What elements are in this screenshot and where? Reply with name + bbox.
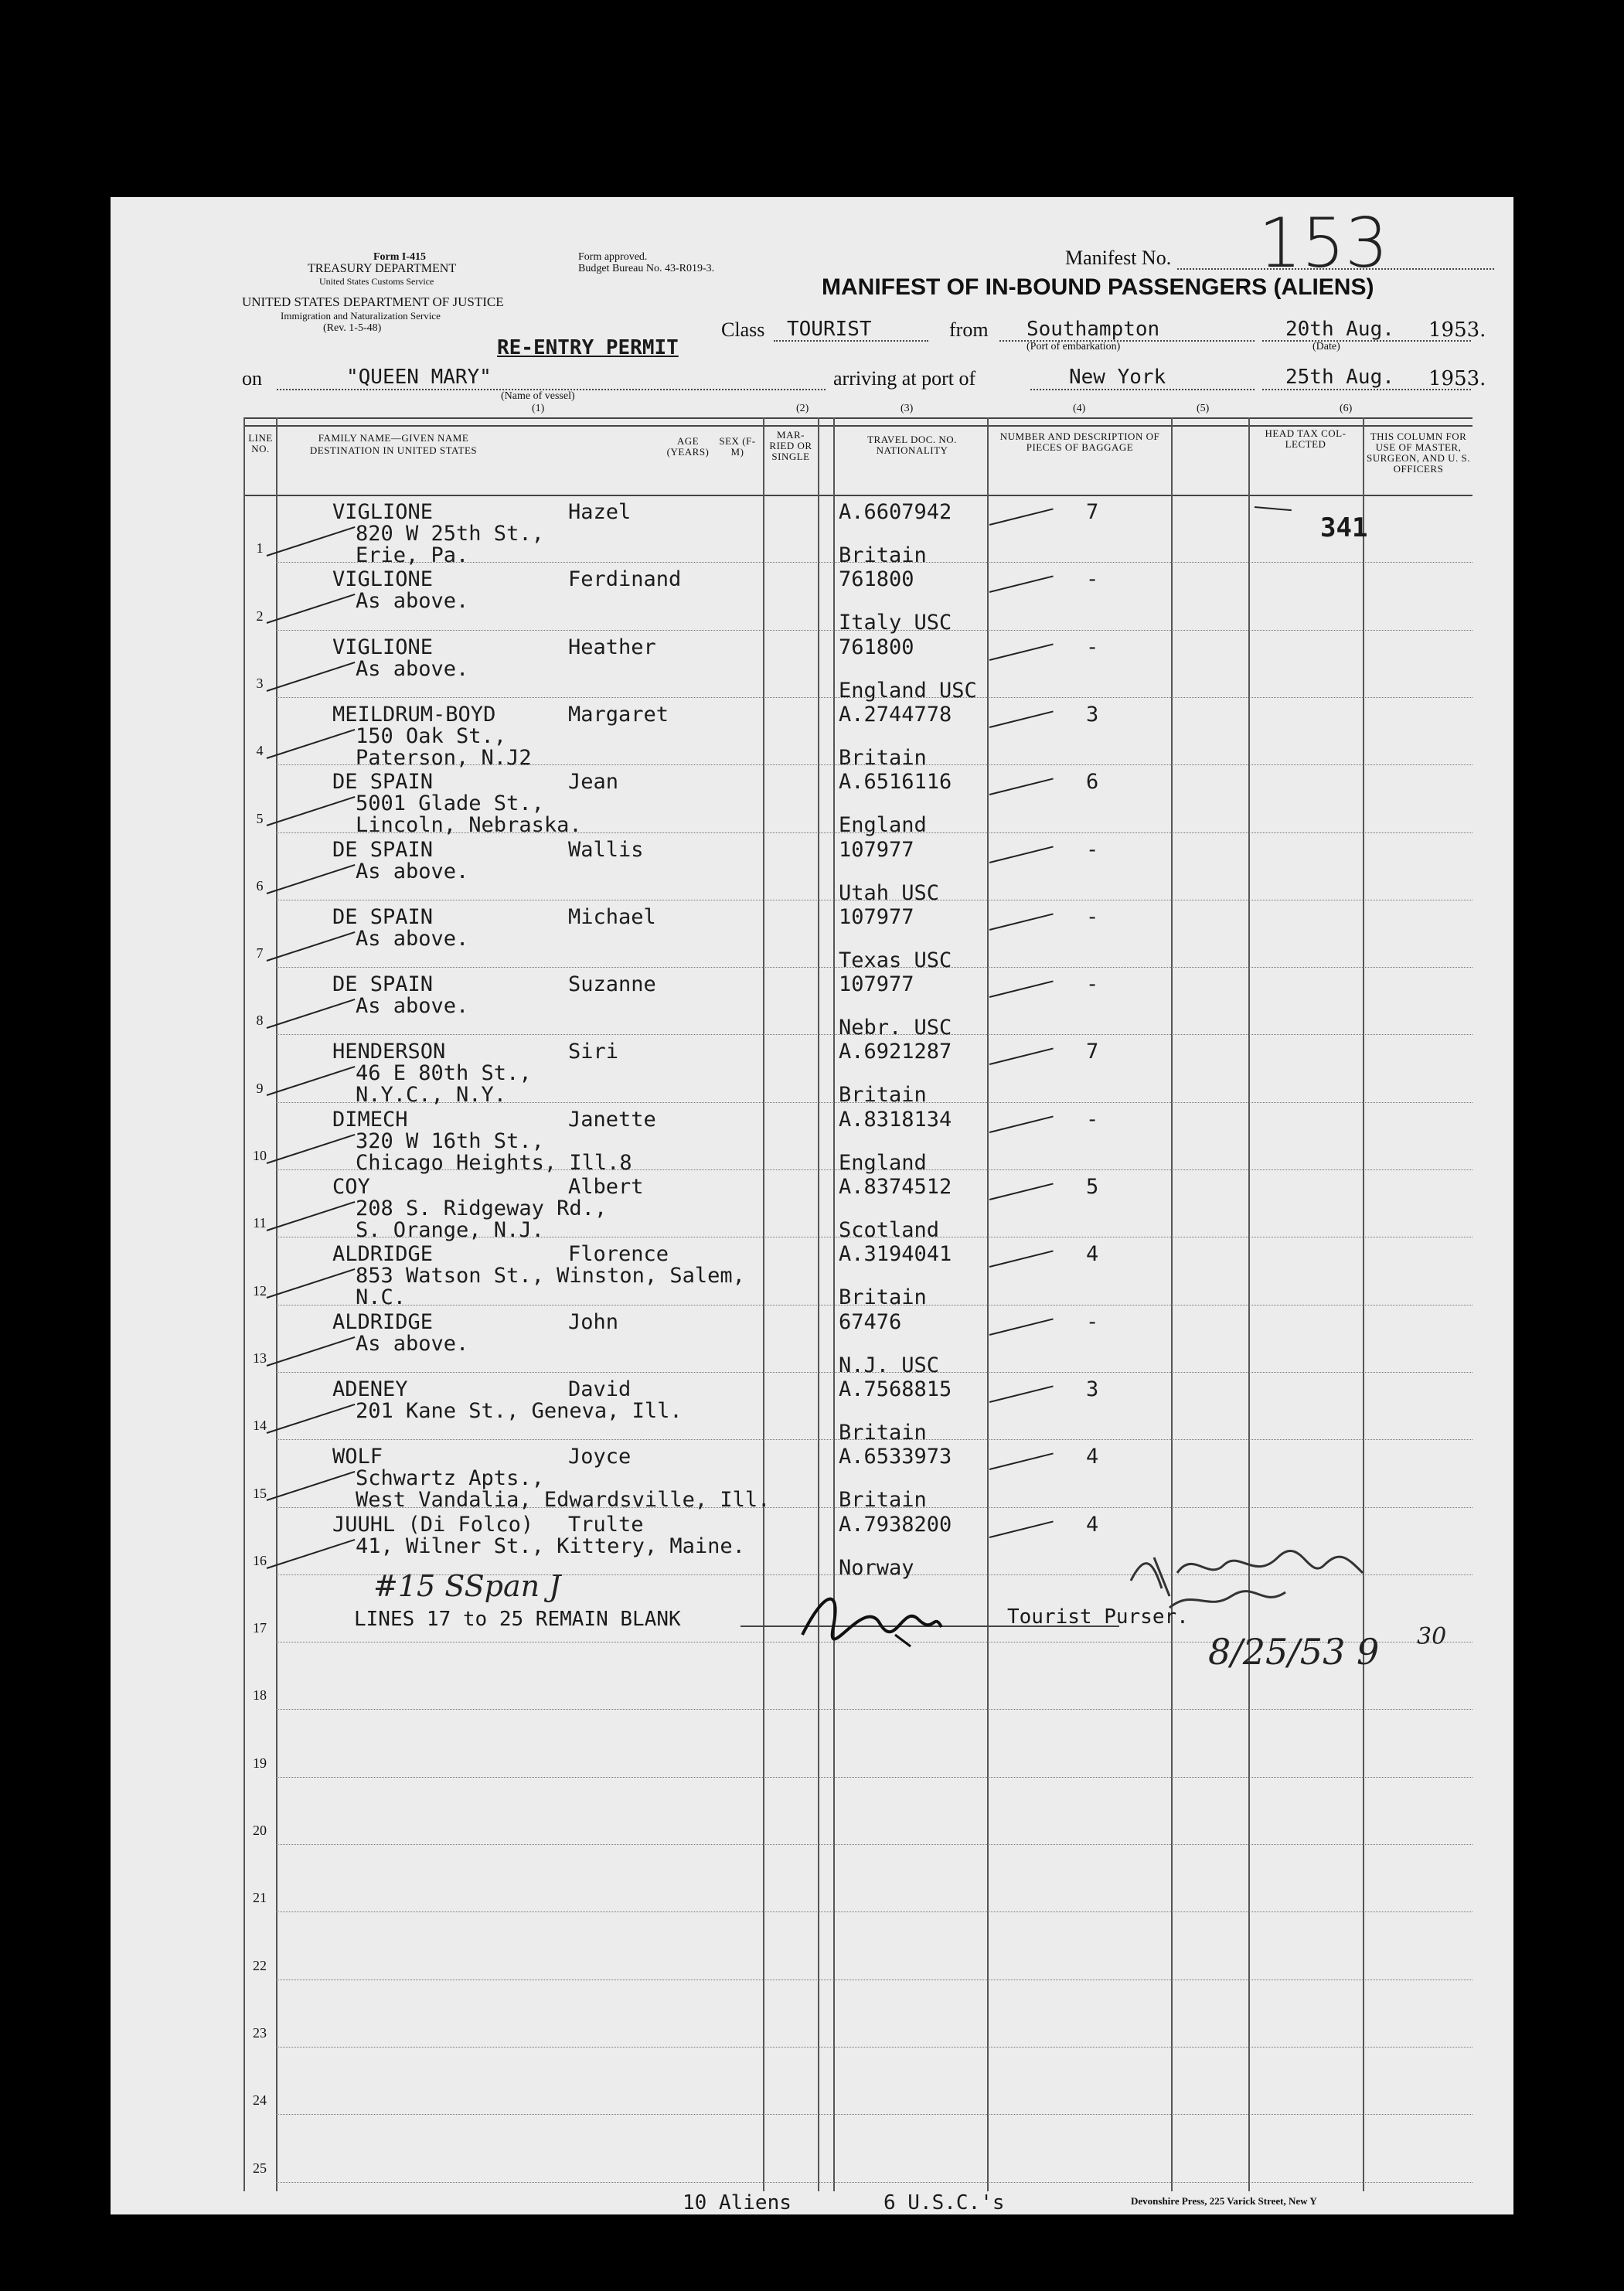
baggage-check-mark — [989, 778, 1054, 796]
baggage-check-mark — [989, 1251, 1054, 1268]
family-name: DE SPAIN — [332, 770, 434, 795]
baggage-count: - — [1086, 904, 1099, 929]
from-label: from — [949, 318, 989, 341]
year-1: 1953. — [1428, 318, 1486, 342]
baggage-count: 5 — [1086, 1175, 1099, 1199]
travel-doc-no: 107977 — [839, 972, 914, 997]
port-caption: (Port of embarkation) — [1026, 341, 1121, 352]
col-number-4: (4) — [1073, 403, 1086, 414]
row-rule — [276, 2047, 1472, 2048]
line-number: 1 — [256, 540, 264, 557]
nationality: Britain — [839, 1420, 927, 1445]
nationality: Scotland — [839, 1218, 940, 1242]
nationality: Nebr. USC — [839, 1016, 952, 1040]
travel-doc-no: 761800 — [839, 567, 914, 592]
destination-line: As above. — [356, 994, 469, 1019]
line-number: 17 — [253, 1620, 267, 1636]
from-value: Southampton — [1026, 318, 1160, 341]
travel-doc-no: 67476 — [839, 1309, 902, 1334]
vessel-name: "QUEEN MARY" — [346, 366, 492, 389]
handwritten-note: #15 SSpan J — [373, 1569, 561, 1603]
given-name: Siri — [568, 1040, 619, 1064]
col-header-baggage: NUMBER AND DESCRIPTION OF PIECES OF BAGGAGE — [999, 431, 1160, 453]
manifest-sheet — [111, 197, 1513, 2214]
inspector-time: 30 — [1417, 1623, 1447, 1650]
re-entry-permit: RE-ENTRY PERMIT — [497, 336, 679, 359]
baggage-count: 4 — [1086, 1242, 1099, 1267]
purser-title: Tourist Purser. — [1007, 1605, 1189, 1629]
line-number: 13 — [253, 1350, 267, 1366]
destination-line: Lincoln, Nebraska. — [356, 813, 582, 838]
baggage-check-mark — [989, 981, 1054, 999]
family-name: COY — [332, 1175, 370, 1199]
baggage-check-mark — [989, 1048, 1054, 1066]
baggage-check-mark — [989, 710, 1054, 728]
nationality: Texas USC — [839, 948, 952, 972]
class-value: TOURIST — [787, 318, 872, 341]
col-number-2: (2) — [796, 403, 809, 414]
table-top-rule — [243, 417, 1472, 419]
remain-blank-note: LINES 17 to 25 REMAIN BLANK — [354, 1608, 681, 1631]
travel-doc-no: 107977 — [839, 904, 914, 929]
row-rule — [276, 2114, 1472, 2115]
given-name: Suzanne — [568, 972, 656, 997]
family-name: MEILDRUM-BOYD — [332, 702, 496, 727]
travel-doc-no: A.6516116 — [839, 770, 952, 795]
destination-line: As above. — [356, 926, 469, 951]
destination-line: 853 Watson St., Winston, Salem, — [356, 1264, 745, 1288]
baggage-check-mark — [989, 1520, 1054, 1538]
row-rule — [276, 1709, 1472, 1710]
row-rule — [276, 1844, 1472, 1845]
line-number: 9 — [256, 1080, 264, 1096]
given-name: John — [568, 1309, 619, 1334]
family-name: ALDRIDGE — [332, 1309, 434, 1334]
given-name: Trulte — [568, 1512, 644, 1537]
travel-doc-no: A.7568815 — [839, 1377, 952, 1401]
col-header-line-no: LINE NO. — [248, 432, 273, 454]
destination-line: S. Orange, N.J. — [356, 1218, 544, 1242]
nationality: Utah USC — [839, 880, 940, 905]
table-top-rule — [243, 425, 1472, 427]
inspector-date: 8/25/53 9 — [1208, 1631, 1380, 1673]
arrival-port: New York — [1069, 366, 1166, 389]
travel-doc-no: A.7938200 — [839, 1512, 952, 1537]
given-name: Heather — [568, 635, 656, 659]
nationality: Britain — [839, 1285, 927, 1310]
treasury-department: TREASURY DEPARTMENT — [308, 262, 457, 275]
baggage-check-mark — [989, 508, 1054, 526]
nationality: N.J. USC — [839, 1353, 940, 1377]
check-mark — [267, 1066, 356, 1096]
family-name: JUUHL (Di Folco) — [332, 1512, 534, 1537]
baggage-count: - — [1086, 1107, 1099, 1132]
baggage-count: - — [1086, 567, 1099, 592]
family-name: VIGLIONE — [332, 500, 434, 524]
given-name: Wallis — [568, 837, 644, 862]
baggage-check-mark — [989, 1115, 1054, 1133]
nationality: Britain — [839, 1488, 927, 1513]
naturalization-service: Immigration and Naturalization Service — [281, 310, 441, 322]
check-mark — [267, 863, 356, 894]
destination-line: Chicago Heights, Ill.8 — [356, 1150, 632, 1175]
destination-line: Paterson, N.J2 — [356, 745, 532, 770]
check-mark — [267, 729, 356, 759]
given-name: Margaret — [568, 702, 669, 727]
travel-doc-no: A.6921287 — [839, 1040, 952, 1064]
nationality: Britain — [839, 1083, 927, 1108]
destination-line: 820 W 25th St., — [356, 522, 544, 546]
col-header-officers: THIS COLUMN FOR USE OF MASTER, SURGEON, AND U. S. OFFICERS — [1367, 431, 1470, 475]
check-mark — [267, 796, 356, 826]
baggage-count: - — [1086, 1309, 1099, 1334]
baggage-check-mark — [989, 576, 1054, 594]
line-number: 25 — [253, 2160, 267, 2176]
printer-credit: Devonshire Press, 225 Varick Street, New Y — [1131, 2195, 1317, 2207]
check-mark — [267, 999, 356, 1029]
form-revision: (Rev. 1-5-48) — [323, 322, 382, 334]
nationality: Italy USC — [839, 611, 952, 635]
destination-line: 46 E 80th St., — [356, 1061, 532, 1086]
form-id: Form I-415 — [373, 251, 427, 263]
destination-line: As above. — [356, 1331, 469, 1356]
destination-line: N.Y.C., N.Y. — [356, 1083, 507, 1108]
check-mark — [267, 1336, 356, 1367]
row-rule — [276, 1777, 1472, 1778]
family-name: DE SPAIN — [332, 972, 434, 997]
form-title: MANIFEST OF IN-BOUND PASSENGERS (ALIENS) — [822, 274, 1374, 300]
given-name: Albert — [568, 1175, 644, 1199]
destination-line: Schwartz Apts., — [356, 1466, 544, 1491]
destination-line: 5001 Glade St., — [356, 791, 544, 816]
baggage-count: 6 — [1086, 770, 1099, 795]
class-label: Class — [721, 318, 765, 341]
check-mark — [267, 1201, 356, 1231]
line-number: 8 — [256, 1013, 264, 1029]
given-name: Hazel — [568, 500, 632, 524]
travel-doc-no: A.6533973 — [839, 1445, 952, 1469]
travel-doc-no: A.6607942 — [839, 500, 952, 524]
on-label: on — [242, 367, 262, 390]
nationality: England — [839, 1150, 927, 1175]
given-name: Janette — [568, 1107, 656, 1132]
given-name: Michael — [568, 904, 656, 929]
line-number: 16 — [253, 1552, 267, 1568]
destination-line: 320 W 16th St., — [356, 1128, 544, 1153]
line-number: 22 — [253, 1957, 267, 1973]
travel-doc-no: 761800 — [839, 635, 914, 659]
destination-line: 150 Oak St., — [356, 723, 507, 748]
form-approved: Form approved. — [578, 251, 648, 263]
purser-signature — [795, 1581, 949, 1650]
baggage-count: - — [1086, 635, 1099, 659]
nationality: Britain — [839, 745, 927, 770]
family-name: VIGLIONE — [332, 635, 434, 659]
line-number: 23 — [253, 2024, 267, 2041]
destination-line: Erie, Pa. — [356, 543, 469, 567]
given-name: Jean — [568, 770, 619, 795]
vessel-caption: (Name of vessel) — [501, 390, 575, 402]
alien-count: 10 Aliens — [683, 2191, 792, 2214]
destination-line: 41, Wilner St., Kittery, Maine. — [356, 1534, 745, 1558]
line-number: 15 — [253, 1485, 267, 1501]
line-number: 12 — [253, 1282, 267, 1299]
family-name: HENDERSON — [332, 1040, 446, 1064]
inspector-signature — [1123, 1534, 1370, 1619]
from-date: 20th Aug. — [1285, 318, 1394, 341]
budget-bureau: Budget Bureau No. 43-R019-3. — [578, 263, 715, 274]
family-name: DE SPAIN — [332, 837, 434, 862]
col-header-age: AGE (YEARS) — [666, 435, 710, 458]
destination-line: As above. — [356, 656, 469, 681]
check-mark — [267, 1134, 356, 1164]
baggage-check-mark — [989, 1183, 1054, 1200]
destination-line: As above. — [356, 589, 469, 614]
baggage-count: 7 — [1086, 1040, 1099, 1064]
row-rule — [276, 2182, 1472, 2183]
check-mark — [267, 1538, 356, 1568]
family-name: WOLF — [332, 1445, 383, 1469]
baggage-check-mark — [989, 913, 1054, 931]
row-rule — [276, 1911, 1472, 1912]
travel-doc-no: A.8374512 — [839, 1175, 952, 1199]
destination-line: 208 S. Ridgeway Rd., — [356, 1197, 608, 1220]
check-mark — [267, 931, 356, 962]
nationality: Norway — [839, 1555, 914, 1580]
arrival-port-line — [1030, 389, 1255, 390]
nationality: England — [839, 813, 927, 838]
family-name: ADENEY — [332, 1377, 408, 1401]
line-number: 3 — [256, 675, 264, 691]
given-name: Ferdinand — [568, 567, 682, 592]
justice-department: UNITED STATES DEPARTMENT OF JUSTICE — [242, 294, 504, 309]
manifest-no-label: Manifest No. — [1065, 247, 1172, 269]
line-number: 14 — [253, 1418, 267, 1434]
destination-line: N.C. — [356, 1285, 407, 1310]
line-number: 21 — [253, 1890, 267, 1906]
usc-count: 6 U.S.C.'s — [883, 2191, 1005, 2214]
table-left-edge — [243, 417, 245, 2191]
nationality: Britain — [839, 543, 927, 567]
baggage-check-mark — [989, 1385, 1054, 1403]
baggage-check-mark — [989, 1453, 1054, 1471]
destination-line: 201 Kane St., Geneva, Ill. — [356, 1398, 683, 1423]
given-name: Joyce — [568, 1445, 632, 1469]
destination-line: As above. — [356, 859, 469, 883]
line-number: 2 — [256, 608, 264, 624]
baggage-count: 3 — [1086, 1377, 1099, 1401]
arrival-date: 25th Aug. — [1285, 366, 1394, 389]
baggage-check-mark — [989, 846, 1054, 863]
baggage-count: 4 — [1086, 1445, 1099, 1469]
travel-doc-no: A.2744778 — [839, 702, 952, 727]
check-mark — [267, 1268, 356, 1299]
family-name: DE SPAIN — [332, 904, 434, 929]
check-mark — [267, 594, 356, 624]
line-number: 6 — [256, 877, 264, 894]
col-number-6: (6) — [1340, 403, 1353, 414]
date-caption: (Date) — [1312, 341, 1340, 352]
col-header-sex: SEX (F-M) — [719, 435, 756, 458]
year-2: 1953. — [1428, 367, 1486, 390]
check-mark — [267, 1471, 356, 1501]
travel-doc-no: A.8318134 — [839, 1107, 952, 1132]
customs-service: United States Customs Service — [319, 276, 434, 287]
baggage-count: 4 — [1086, 1512, 1099, 1537]
family-name: ALDRIDGE — [332, 1242, 434, 1267]
manifest-number: 153 — [1258, 203, 1388, 283]
travel-doc-no: A.3194041 — [839, 1242, 952, 1267]
nationality: England USC — [839, 678, 977, 703]
line-number: 4 — [256, 743, 264, 759]
destination-line: West Vandalia, Edwardsville, Ill. — [356, 1488, 771, 1513]
line-number: 20 — [253, 1823, 267, 1838]
col-header-destination: DESTINATION IN UNITED STATES — [309, 444, 478, 456]
check-mark — [267, 526, 356, 557]
col-header-travel-doc: TRAVEL DOC. NO. NATIONALITY — [867, 434, 957, 456]
line-number: 7 — [256, 945, 264, 962]
baggage-count: 7 — [1086, 500, 1099, 524]
line-number: 10 — [253, 1148, 267, 1163]
baggage-check-mark — [989, 643, 1054, 661]
line-number: 24 — [253, 2092, 267, 2109]
family-name: DIMECH — [332, 1107, 408, 1132]
line-number: 11 — [253, 1215, 267, 1231]
family-name: VIGLIONE — [332, 567, 434, 592]
arriving-label: arriving at port of — [833, 367, 976, 390]
col-number-1: (1) — [532, 403, 545, 414]
col-number-5: (5) — [1197, 403, 1210, 414]
line-number: 5 — [256, 810, 264, 826]
travel-doc-no: 107977 — [839, 837, 914, 862]
baggage-count: - — [1086, 837, 1099, 862]
line-number: 18 — [253, 1687, 267, 1704]
line-number: 19 — [253, 1755, 267, 1771]
passenger-table — [243, 417, 1472, 2191]
check-mark — [267, 1404, 356, 1434]
baggage-check-mark — [989, 1318, 1054, 1336]
baggage-count: - — [1086, 972, 1099, 997]
col-header-married: MAR-RIED OR SINGLE — [769, 429, 812, 462]
baggage-count: 3 — [1086, 702, 1099, 727]
col-header-name: FAMILY NAME—GIVEN NAME — [318, 432, 469, 444]
given-name: Florence — [568, 1242, 669, 1267]
check-mark — [267, 662, 356, 692]
officer-note: 341 — [1320, 512, 1368, 543]
col-number-3: (3) — [901, 403, 914, 414]
col-header-head-tax: HEAD TAX COL-LECTED — [1265, 427, 1347, 450]
header-bottom-rule — [243, 495, 1472, 496]
given-name: David — [568, 1377, 632, 1401]
